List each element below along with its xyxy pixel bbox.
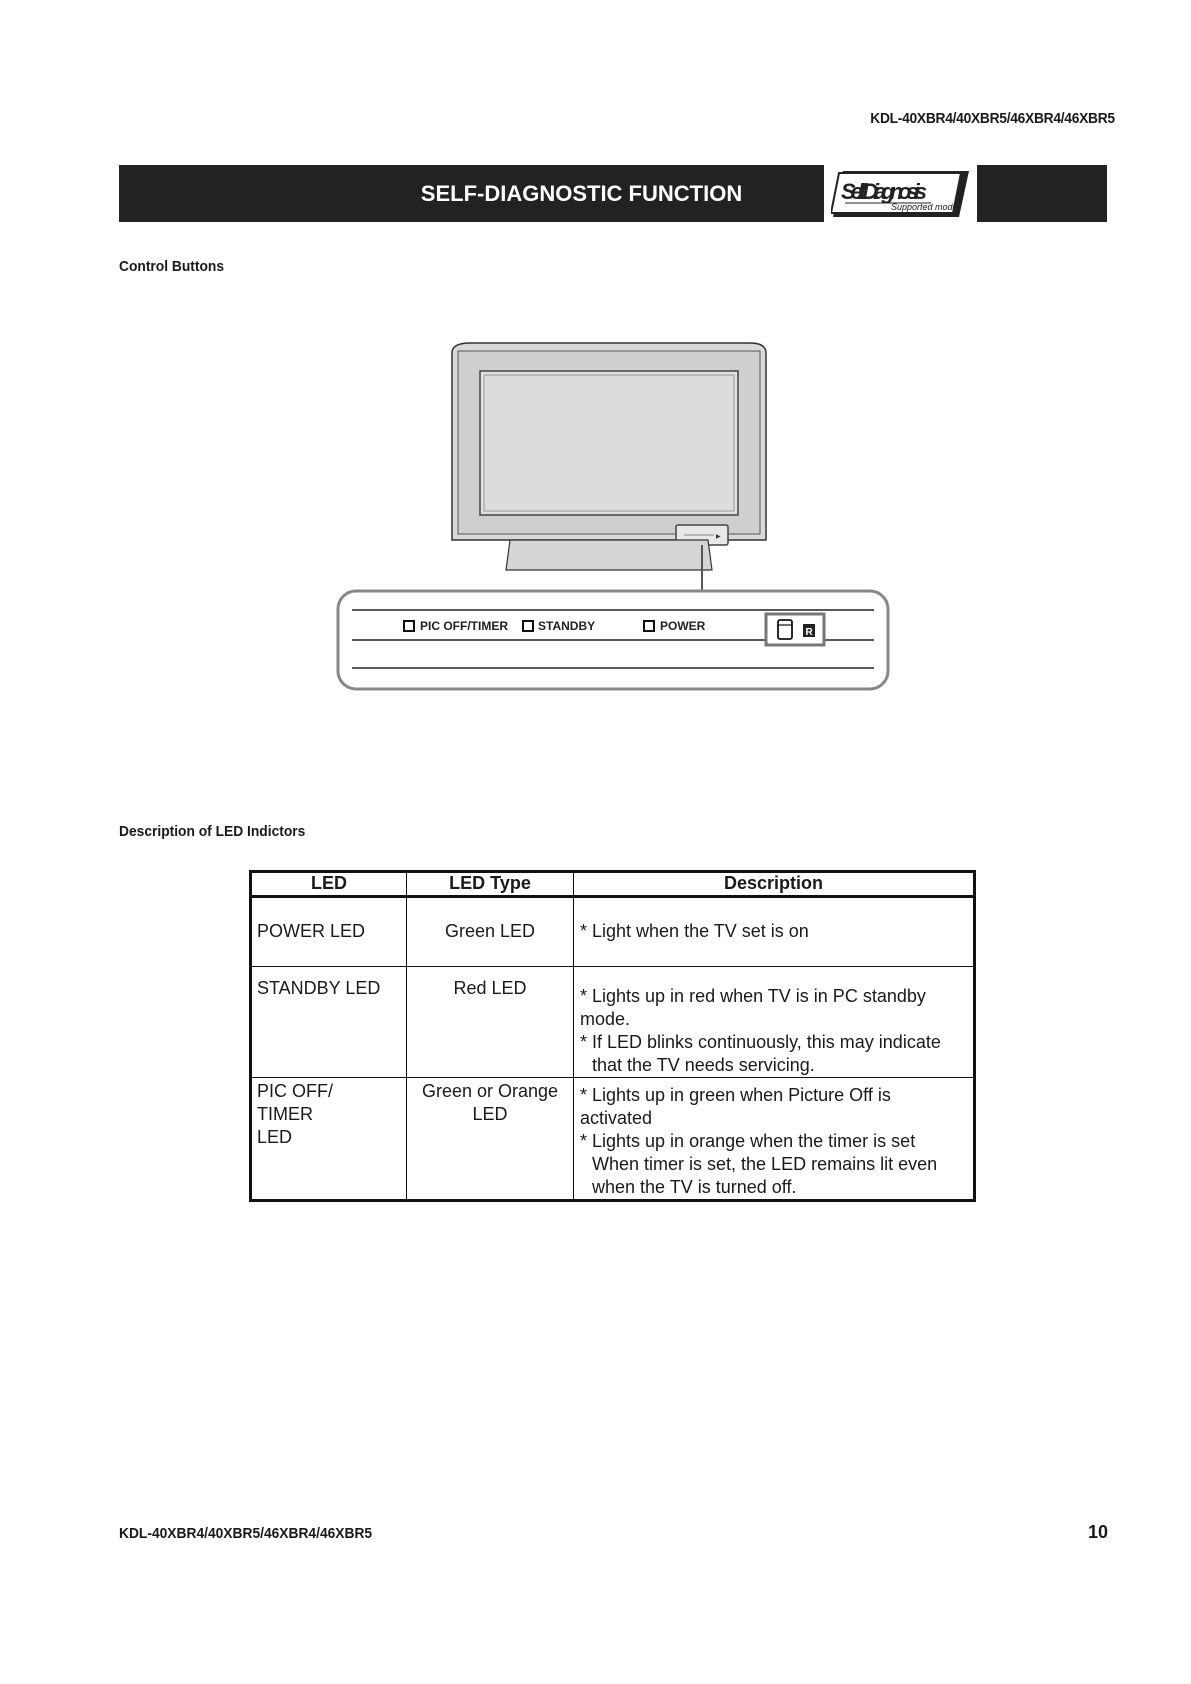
description-line: when the TV is turned off. xyxy=(592,1177,797,1197)
led-table-header xyxy=(251,872,975,897)
led-name-cell xyxy=(251,1078,407,1201)
tv-illustration xyxy=(330,335,900,695)
footer-model-number: KDL-40XBR4/40XBR5/46XBR4/46XBR5 xyxy=(119,1525,373,1542)
power-led-indicator xyxy=(644,621,654,631)
led-description-heading: Description of LED Indictors xyxy=(119,823,306,840)
standby-label: STANDBY xyxy=(538,619,596,633)
led-type-cell xyxy=(407,897,574,967)
header-model-number: KDL-40XBR4/40XBR5/46XBR4/46XBR5 xyxy=(870,110,1115,127)
description-line: * Lights up in orange when the timer is set xyxy=(580,1131,916,1151)
col-header-led: LED xyxy=(251,872,407,897)
led-type: Green or Orange xyxy=(421,1081,559,1101)
description-line: that the TV needs servicing. xyxy=(592,1055,815,1075)
pic-off-timer-label: PIC OFF/TIMER xyxy=(420,619,508,633)
description-line: * Light when the TV set is on xyxy=(580,921,809,941)
led-name: POWER LED xyxy=(257,921,366,941)
led-type: LED xyxy=(472,1104,508,1124)
table-row xyxy=(251,1078,975,1201)
description-line: * Lights up in red when TV is in PC standby mode. xyxy=(580,986,926,1029)
led-name-cell xyxy=(251,897,407,967)
light-sensor-icon xyxy=(778,620,792,639)
table-row xyxy=(251,967,975,1078)
badge-main-text: Self Diagnosis xyxy=(841,179,927,204)
led-table xyxy=(249,870,976,1202)
remote-sensor-letter: R xyxy=(805,627,813,638)
svg-text:▶: ▶ xyxy=(716,534,721,540)
description-line: * Lights up in green when Picture Off is activated xyxy=(580,1085,891,1128)
led-name: STANDBY LED xyxy=(257,978,381,998)
description-line: * If LED blinks continuously, this may indicate xyxy=(580,1032,941,1052)
led-name: PIC OFF/ xyxy=(257,1081,333,1101)
led-name: TIMER xyxy=(257,1104,313,1124)
page-title: SELF-DIAGNOSTIC FUNCTION xyxy=(420,181,743,206)
led-description-cell xyxy=(574,1078,975,1201)
led-description-cell xyxy=(574,967,975,1078)
power-label: POWER xyxy=(660,619,706,633)
led-type: Red LED xyxy=(453,978,527,998)
led-name: LED xyxy=(257,1127,293,1147)
col-header-led-type: LED Type xyxy=(407,872,574,897)
title-banner xyxy=(119,165,1107,222)
led-name-cell xyxy=(251,967,407,1078)
control-buttons-heading: Control Buttons xyxy=(119,258,225,275)
description-line: When timer is set, the LED remains lit even xyxy=(592,1154,938,1174)
led-type: Green LED xyxy=(444,921,536,941)
led-description-cell xyxy=(574,897,975,967)
page-number: 10 xyxy=(1087,1522,1108,1542)
col-header-description: Description xyxy=(574,872,975,897)
badge-sub-text: Supported model xyxy=(891,202,960,212)
table-row xyxy=(251,897,975,967)
self-diagnosis-logo xyxy=(831,169,971,219)
led-type-cell xyxy=(407,967,574,1078)
led-type-cell xyxy=(407,1078,574,1201)
banner-bar-right xyxy=(977,165,1107,222)
standby-led-indicator xyxy=(523,621,533,631)
